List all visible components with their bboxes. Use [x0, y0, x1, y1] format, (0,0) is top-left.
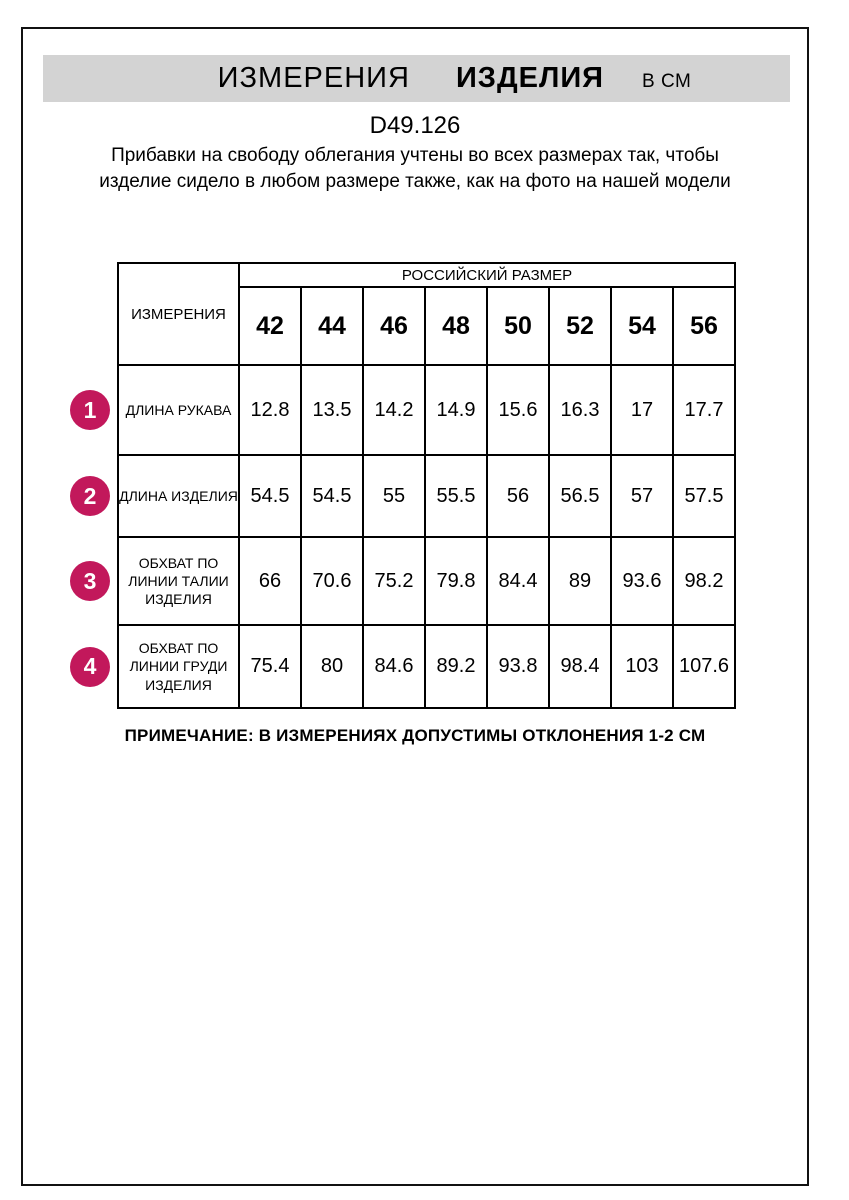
- circle-cell: [23, 625, 118, 708]
- measurement-value: 66: [239, 537, 301, 625]
- measurement-value: 16.3: [549, 365, 611, 455]
- measurement-value: 84.6: [363, 625, 425, 708]
- measurement-value: 75.4: [239, 625, 301, 708]
- measurement-value: 98.2: [673, 537, 735, 625]
- fit-description: Прибавки на свободу облегания учтены во всех размерах так, чтобы изделие сидело в любом размере также, как на фото на нашей модели: [99, 145, 731, 192]
- circle-cell: [23, 537, 118, 625]
- measurement-value: 70.6: [301, 537, 363, 625]
- size-table-section: [23, 262, 807, 709]
- measurement-value: 80: [301, 625, 363, 708]
- size-table: [23, 262, 736, 709]
- measurement-value: 107.6: [673, 625, 735, 708]
- measurement-value: 56: [487, 455, 549, 537]
- measurement-value: 14.9: [425, 365, 487, 455]
- measurement-value: 54.5: [301, 455, 363, 537]
- title-units: В СМ: [642, 71, 692, 92]
- measurement-value: 103: [611, 625, 673, 708]
- size-header-56: 56: [673, 287, 735, 365]
- measurement-value: 13.5: [301, 365, 363, 455]
- title-bar: [43, 55, 790, 102]
- size-header-42: 42: [239, 287, 301, 365]
- measurement-value: 89: [549, 537, 611, 625]
- size-header-54: 54: [611, 287, 673, 365]
- size-header-50: 50: [487, 287, 549, 365]
- measurement-label: ОБХВАТ ПО ЛИНИИ ГРУДИ ИЗДЕЛИЯ: [118, 625, 239, 708]
- row-number-badge: 4: [70, 647, 110, 687]
- measurement-value: 93.8: [487, 625, 549, 708]
- measurement-value: 75.2: [363, 537, 425, 625]
- table-header-row-group: [23, 263, 735, 287]
- table-row: [23, 537, 735, 625]
- measurements-column-header: ИЗМЕРЕНИЯ: [118, 263, 239, 365]
- measurement-value: 56.5: [549, 455, 611, 537]
- tolerance-note: ПРИМЕЧАНИЕ: В ИЗМЕРЕНИЯХ ДОПУСТИМЫ ОТКЛОНЕНИЯ 1-2 СМ: [124, 726, 706, 745]
- title-word-measurements: ИЗМЕРЕНИЯ: [217, 62, 410, 94]
- measurement-value: 17.7: [673, 365, 735, 455]
- measurement-value: 98.4: [549, 625, 611, 708]
- measurement-value: 55: [363, 455, 425, 537]
- measurement-value: 55.5: [425, 455, 487, 537]
- size-header-52: 52: [549, 287, 611, 365]
- circle-cell: [23, 455, 118, 537]
- measurement-value: 79.8: [425, 537, 487, 625]
- measurement-value: 14.2: [363, 365, 425, 455]
- size-header-48: 48: [425, 287, 487, 365]
- article-code: D49.126: [369, 112, 461, 139]
- measurement-value: 84.4: [487, 537, 549, 625]
- measurement-value: 57.5: [673, 455, 735, 537]
- row-number-badge: 3: [70, 561, 110, 601]
- size-header-44: 44: [301, 287, 363, 365]
- measurement-value: 57: [611, 455, 673, 537]
- table-row: [23, 365, 735, 455]
- page-title: [218, 62, 692, 95]
- title-word-product: ИЗДЕЛИЯ: [455, 62, 605, 94]
- measurement-label: ДЛИНА ИЗДЕЛИЯ: [118, 455, 239, 537]
- table-row: [23, 625, 735, 708]
- table-row: [23, 455, 735, 537]
- measurement-value: 93.6: [611, 537, 673, 625]
- measurement-value: 89.2: [425, 625, 487, 708]
- measurement-value: 12.8: [239, 365, 301, 455]
- measurement-value: 54.5: [239, 455, 301, 537]
- document-frame: [21, 27, 809, 1186]
- circle-column-spacer: [23, 263, 118, 365]
- measurement-value: 15.6: [487, 365, 549, 455]
- measurement-label: ДЛИНА РУКАВА: [118, 365, 239, 455]
- row-number-badge: 2: [70, 476, 110, 516]
- size-header-46: 46: [363, 287, 425, 365]
- row-number-badge: 1: [70, 390, 110, 430]
- measurement-value: 17: [611, 365, 673, 455]
- circle-cell: [23, 365, 118, 455]
- measurement-label: ОБХВАТ ПО ЛИНИИ ТАЛИИ ИЗДЕЛИЯ: [118, 537, 239, 625]
- russian-size-header: РОССИЙСКИЙ РАЗМЕР: [239, 263, 735, 287]
